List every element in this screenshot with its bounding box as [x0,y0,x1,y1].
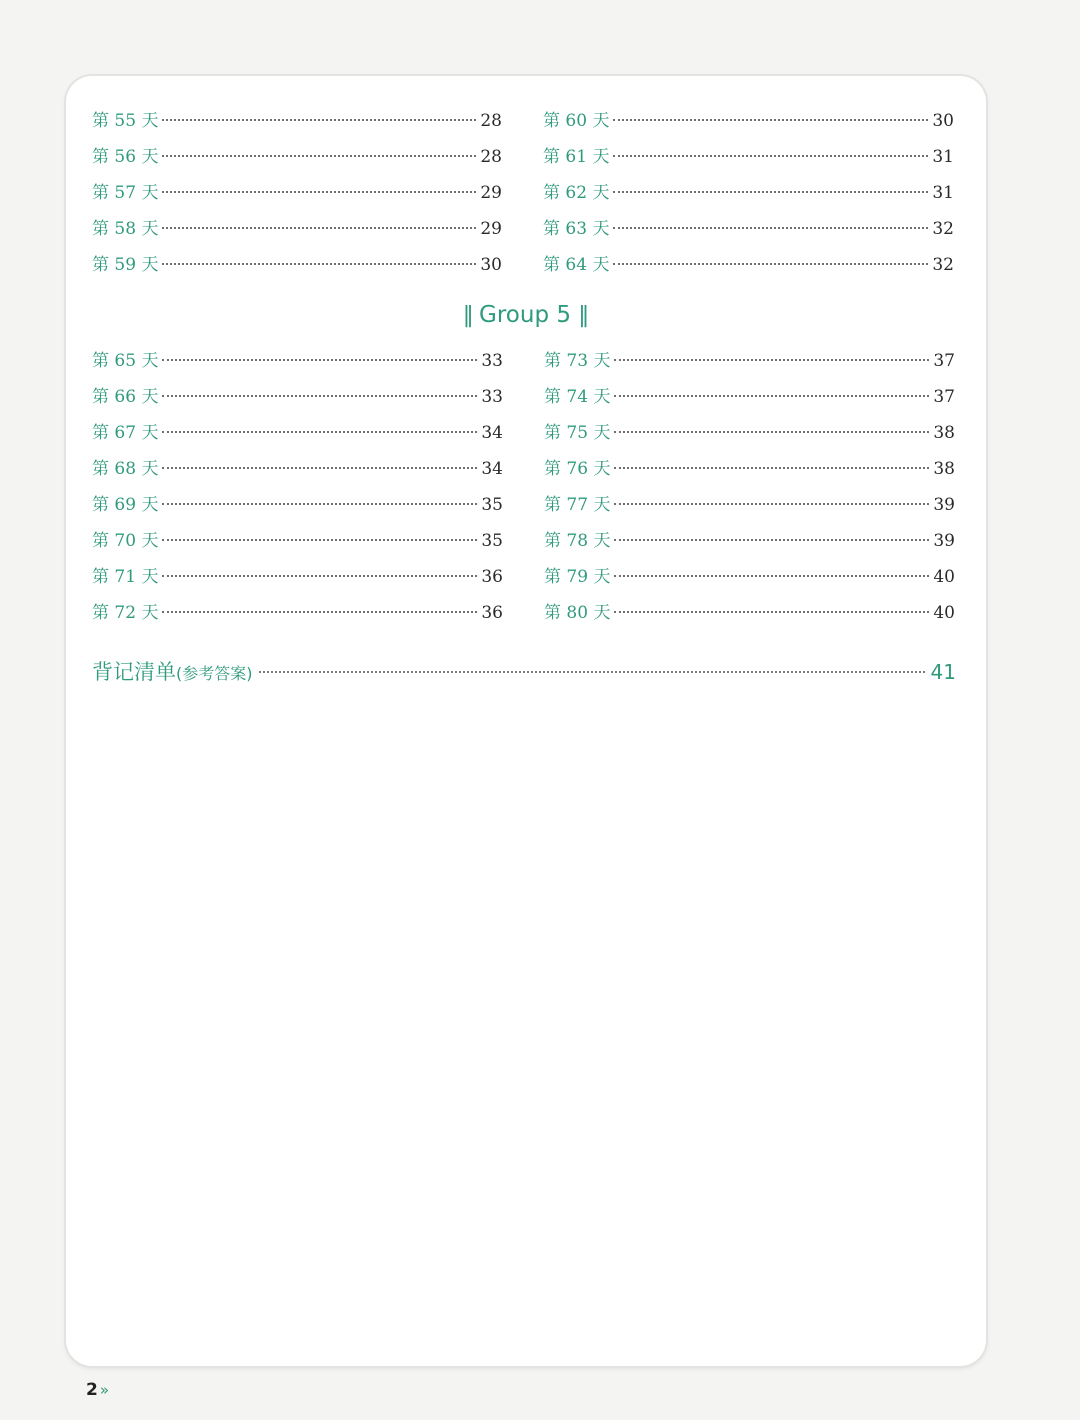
toc-entry[interactable] [92,382,503,410]
toc-entry-page: 30 [932,111,954,131]
toc-entry-label: 第 80 天 [544,603,611,623]
toc-entry[interactable] [92,250,502,278]
group-heading-text: Group 5 [479,302,571,328]
dot-leader [259,671,925,673]
toc-entry-label: 第 60 天 [543,111,610,131]
toc-entry[interactable] [544,418,955,446]
page-number [86,1380,109,1400]
toc-entry[interactable] [544,562,955,590]
dot-leader [613,119,928,121]
dot-leader [162,119,476,121]
toc-entry[interactable] [92,142,502,170]
toc-entry[interactable] [544,454,955,482]
toc-entry-page: 33 [481,351,503,371]
toc-entry-label: 第 74 天 [544,387,611,407]
toc-entry-label: 第 72 天 [92,603,159,623]
toc-entry-label: 第 78 天 [544,531,611,551]
toc-entry[interactable] [92,562,503,590]
appendix-subtitle: (参考答案) [176,664,253,683]
toc-entry-page: 38 [933,423,955,443]
dot-leader [162,359,477,361]
toc-entry-page: 31 [932,147,954,167]
toc-entry-label: 第 57 天 [92,183,159,203]
appendix-entry[interactable] [92,656,956,688]
toc-entry[interactable] [543,142,954,170]
toc-entry-label: 第 55 天 [92,111,159,131]
toc-entry-page: 29 [480,183,502,203]
dot-leader [614,359,929,361]
dot-leader [613,227,928,229]
toc-entry-label: 第 61 天 [543,147,610,167]
toc-entry[interactable] [544,526,955,554]
dot-leader [614,503,929,505]
toc-entry[interactable] [92,490,503,518]
toc-entry-page: 29 [480,219,502,239]
toc-entry[interactable] [92,598,503,626]
dot-leader [162,227,476,229]
toc-entry-label: 第 73 天 [544,351,611,371]
dot-leader [162,611,477,613]
group-heading [0,302,1050,328]
dot-leader [613,263,928,265]
toc-entry-label: 第 67 天 [92,423,159,443]
dot-leader [614,431,929,433]
toc-entry[interactable] [92,106,502,134]
dot-leader [162,155,476,157]
toc-entry-page: 30 [480,255,502,275]
toc-entry-page: 37 [933,387,955,407]
toc-entry-page: 40 [933,603,955,623]
double-chevron-right-icon: » [99,1381,110,1399]
toc-entry-page: 36 [481,567,503,587]
toc-entry[interactable] [544,382,955,410]
toc-entry[interactable] [92,418,503,446]
toc-entry-page: 31 [932,183,954,203]
dot-leader [162,431,477,433]
toc-entry-page: 39 [933,495,955,515]
dot-leader [162,395,477,397]
appendix-page: 41 [930,660,956,684]
dot-leader [162,467,477,469]
dot-leader [614,539,929,541]
toc-entry-label: 第 77 天 [544,495,611,515]
toc-entry-page: 35 [481,531,503,551]
toc-entry-page: 32 [932,219,954,239]
toc-entry-page: 36 [481,603,503,623]
toc-entry-page: 40 [933,567,955,587]
toc-entry[interactable] [92,526,503,554]
dot-leader [162,539,477,541]
toc-entry-page: 28 [480,111,502,131]
toc-entry[interactable] [543,250,954,278]
double-bar-icon: ‖ [462,303,472,328]
toc-entry-label: 第 71 天 [92,567,159,587]
dot-leader [614,395,929,397]
toc-entry-label: 第 76 天 [544,459,611,479]
dot-leader [162,191,476,193]
dot-leader [614,611,929,613]
appendix-title: 背记清单 [92,660,176,684]
toc-entry[interactable] [544,346,955,374]
dot-leader [613,191,928,193]
page-number-text: 2 [86,1380,98,1400]
toc-entry[interactable] [543,106,954,134]
toc-entry-label: 第 65 天 [92,351,159,371]
toc-entry[interactable] [543,178,954,206]
dot-leader [162,575,477,577]
toc-entry-page: 33 [481,387,503,407]
dot-leader [614,467,929,469]
toc-entry-page: 32 [932,255,954,275]
toc-entry-label: 第 62 天 [543,183,610,203]
toc-entry-label: 第 68 天 [92,459,159,479]
toc-entry[interactable] [544,598,955,626]
toc-entry-label: 第 75 天 [544,423,611,443]
toc-entry-page: 34 [481,423,503,443]
toc-entry-label: 第 63 天 [543,219,610,239]
toc-entry[interactable] [92,214,502,242]
toc-entry[interactable] [92,346,503,374]
toc-entry-label: 第 70 天 [92,531,159,551]
toc-entry-label: 第 69 天 [92,495,159,515]
toc-entry-page: 28 [480,147,502,167]
toc-entry-page: 38 [933,459,955,479]
toc-entry-label: 第 58 天 [92,219,159,239]
toc-entry-label: 第 64 天 [543,255,610,275]
toc-entry[interactable] [92,454,503,482]
dot-leader [162,503,477,505]
dot-leader [162,263,476,265]
toc-entry-label: 第 56 天 [92,147,159,167]
toc-entry[interactable] [543,214,954,242]
toc-entry[interactable] [92,178,502,206]
toc-entry-page: 37 [933,351,955,371]
toc-entry[interactable] [544,490,955,518]
double-bar-icon: ‖ [578,303,588,328]
toc-entry-label: 第 66 天 [92,387,159,407]
toc-entry-label: 第 79 天 [544,567,611,587]
toc-entry-page: 35 [481,495,503,515]
dot-leader [613,155,928,157]
toc-entry-label: 第 59 天 [92,255,159,275]
dot-leader [614,575,929,577]
toc-entry-page: 39 [933,531,955,551]
toc-entry-page: 34 [481,459,503,479]
